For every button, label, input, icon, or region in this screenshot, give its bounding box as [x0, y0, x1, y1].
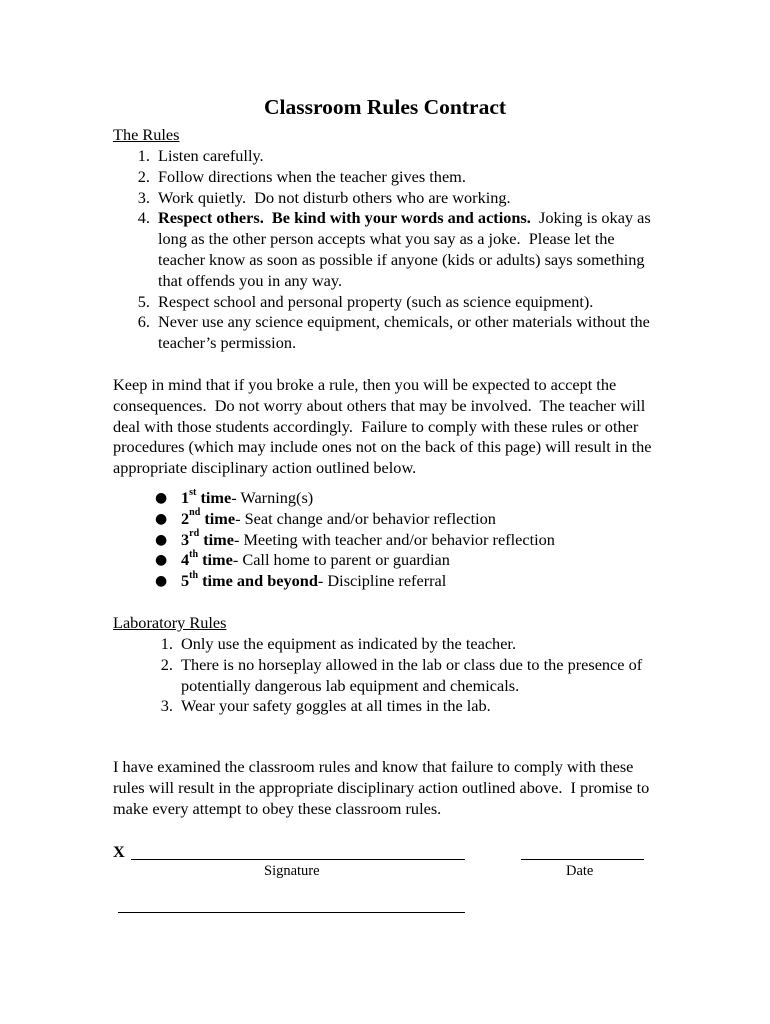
bullet-icon: ●	[155, 573, 168, 590]
signature-label: Signature	[264, 863, 320, 879]
bullet-icon: ●	[155, 531, 168, 548]
bullet-icon: ●	[155, 490, 168, 506]
bullet-icon: ●	[155, 552, 168, 569]
list-item: 6. Never use any science equipment, chemicals, or other materials without the teacher’s permission.	[137, 312, 650, 353]
lab-rules-heading: Laboratory Rules	[113, 613, 227, 632]
bullet-icon: ●	[155, 510, 168, 527]
date-line[interactable]	[521, 859, 644, 860]
list-item: 2. There is no horseplay allowed in the lab or class due to the presence of potentially dangerous lab equipment and chemicals.	[160, 654, 643, 695]
list-item: 5. Respect school and personal property (such as science equipment).	[137, 291, 594, 311]
list-item: ● 2nd time- Seat change and/or behavior reflection	[155, 507, 496, 528]
consequences-list	[155, 488, 655, 592]
list-item: ● 3rd time- Meeting with teacher and/or behavior reflection	[155, 528, 555, 549]
emphasis-text: Respect others. Be kind with your words and actions.	[158, 208, 531, 228]
list-item: ● 4th time- Call home to parent or guardian	[155, 548, 450, 570]
agreement-paragraph: I have examined the classroom rules and know that failure to comply with these rules will result in the appropriate disciplinary action outlined above. I promise to make every attempt to obey these classroom rules.	[113, 757, 654, 818]
signature-x-mark: X	[113, 842, 125, 861]
list-item: 3. Work quietly. Do not disturb others who are working.	[137, 187, 511, 207]
lab-rules-list	[136, 634, 656, 717]
list-item: 1. Only use the equipment as indicated by the teacher.	[160, 634, 517, 653]
rules-heading: The Rules	[113, 125, 180, 144]
rules-list	[113, 146, 653, 354]
list-item: 2. Follow directions when the teacher gives them.	[137, 166, 466, 186]
list-item: 1. Listen carefully.	[137, 146, 264, 165]
list-item: ● 5th time and beyond- Discipline referral	[155, 569, 447, 591]
list-item: 3. Wear your safety goggles at all times in the lab.	[160, 696, 491, 716]
page-title: Classroom Rules Contract	[263, 95, 507, 119]
signature-line[interactable]	[131, 859, 465, 860]
date-label: Date	[566, 863, 594, 879]
list-item: 4. Respect others. Be kind with your words and actions. Joking is okay as long as the other person accepts what you say as a joke. Please let the teacher know as soon as possible if anyone (kids or adults) says something that offends you in any way.	[137, 208, 655, 290]
blank-line[interactable]	[118, 912, 465, 913]
consequences-paragraph: Keep in mind that if you broke a rule, then you will be expected to accept the consequences. Do not worry about others that may be involved. The teacher will deal with those students accordingly. Failure to comply with these rules or other procedures (which may include ones not on the back of this page) will result in the appropriate disciplinary action outlined below.	[113, 375, 656, 478]
list-item: ● 1st time- Warning(s)	[155, 486, 314, 507]
